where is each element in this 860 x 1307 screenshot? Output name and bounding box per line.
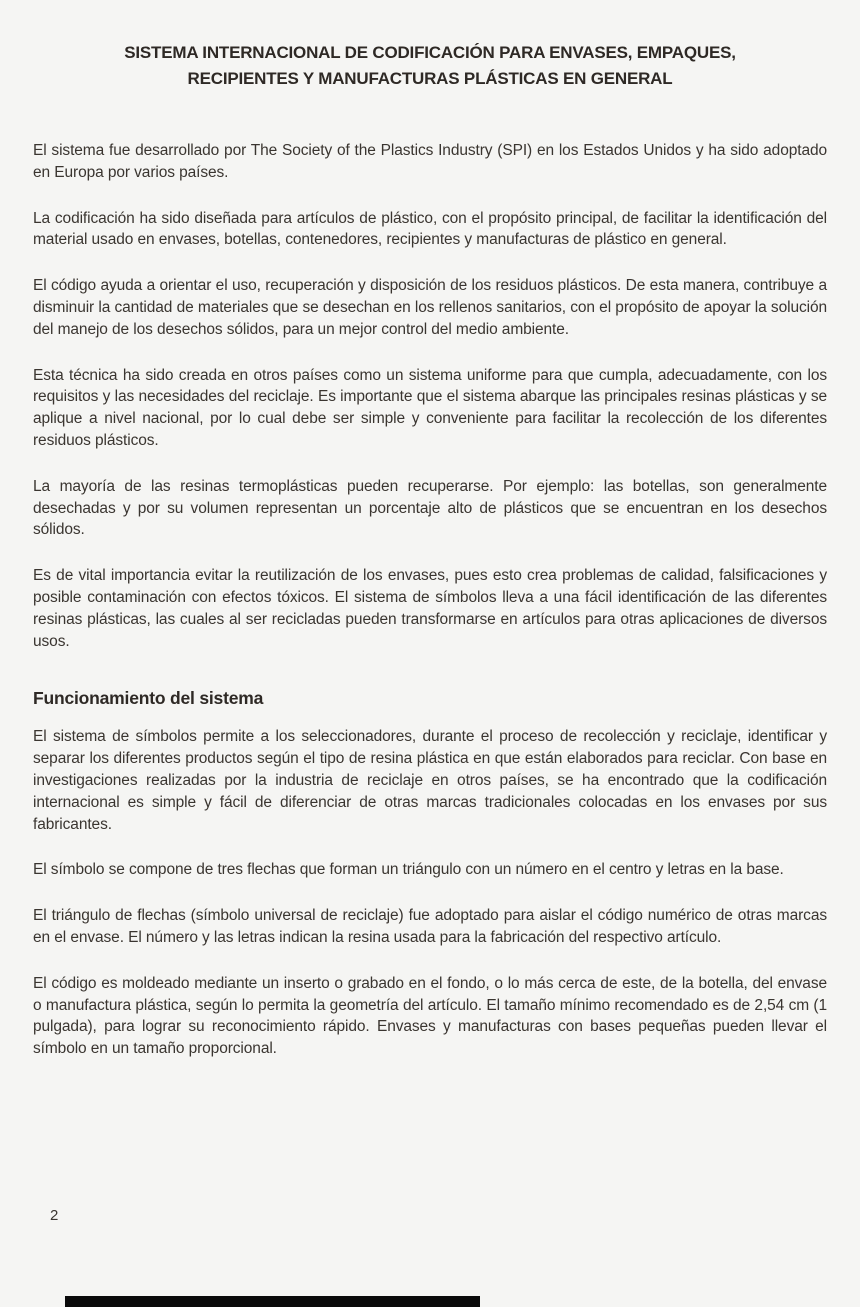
intro-paragraph-3: El código ayuda a orientar el uso, recuperación y disposición de los residuos plásticos. De esta manera, contribuye a disminuir la cantidad de materiales que se desechan en los rellenos sanitarios, con el propósito de apoyar la solución del manejo de los desechos sólidos, para un mejor control del medio ambiente.: [33, 277, 827, 338]
document-title: SISTEMA INTERNACIONAL DE CODIFICACIÓN PARA ENVASES, EMPAQUES, RECIPIENTES Y MANUFACTURAS PLÁSTICAS EN GENERAL: [124, 43, 736, 88]
page-number: 2: [50, 1207, 59, 1224]
intro-paragraph-6: Es de vital importancia evitar la reutilización de los envases, pues esto crea problemas de calidad, falsificaciones y posible contaminación con efectos tóxicos. El sistema de símbolos lleva a una fácil identificación de las diferentes resinas plásticas, las cuales al ser recicladas pueden transformarse en artículos para otras aplicaciones de diversos usos.: [33, 567, 827, 650]
section-paragraph-4: El código es moldeado mediante un inserto o grabado en el fondo, o lo más cerca de este, de la botella, del envase o manufactura plástica, según lo permita la geometría del artículo. El tamaño mínimo recomendado es de 2,54 cm (1 pulgada), para lograr su reconocimiento rápido. Envases y manufacturas con bases pequeñas pueden llevar el símbolo en un tamaño proporcional.: [33, 974, 827, 1058]
intro-paragraph-2: La codificación ha sido diseñada para artículos de plástico, con el propósito principal, de facilitar la identificación del material usado en envases, botellas, contenedores, recipientes y manufacturas de plástico en general.: [33, 209, 827, 249]
intro-paragraph-5: La mayoría de las resinas termoplásticas pueden recuperarse. Por ejemplo: las botellas, son generalmente desechadas y por su volumen representan un porcentaje alto de plásticos que se encuentran en los desechos sólidos.: [33, 477, 827, 539]
section-paragraph-1: El sistema de símbolos permite a los seleccionadores, durante el proceso de recolección y reciclaje, identificar y separar los diferentes productos según el tipo de resina plástica en que están elaborados para reciclar. Con base en investigaciones realizadas por la industria de reciclaje en otros países, se ha encontrado que la codificación internacional es simple y fácil de diferenciar de otras marcas tradicionales colocadas en los envases por sus fabricantes.: [33, 728, 827, 833]
section-paragraph-3: El triángulo de flechas (símbolo universal de reciclaje) fue adoptado para aislar el código numérico de otras marcas en el envase. El número y las letras indican la resina usada para la fabricación del respectivo artículo.: [33, 907, 827, 946]
intro-paragraph-4: Esta técnica ha sido creada en otros países como un sistema uniforme para que cumpla, adecuadamente, con los requisitos y las necesidades del reciclaje. Es importante que el sistema abarque las principales resinas plásticas y se aplique a nivel nacional, por lo cual debe ser simple y conveniente para facilitar la recolección de los diferentes residuos plásticos.: [33, 366, 827, 449]
watermark-bar: [65, 1296, 480, 1307]
section-paragraph-2: El símbolo se compone de tres flechas que forman un triángulo con un número en el centro y letras en la base.: [33, 861, 784, 879]
intro-paragraph-1: El sistema fue desarrollado por The Society of the Plastics Industry (SPI) en los Estados Unidos y ha sido adoptado en Europa por varios países.: [33, 142, 827, 181]
section-heading-funcionamiento: Funcionamiento del sistema: [33, 688, 264, 709]
